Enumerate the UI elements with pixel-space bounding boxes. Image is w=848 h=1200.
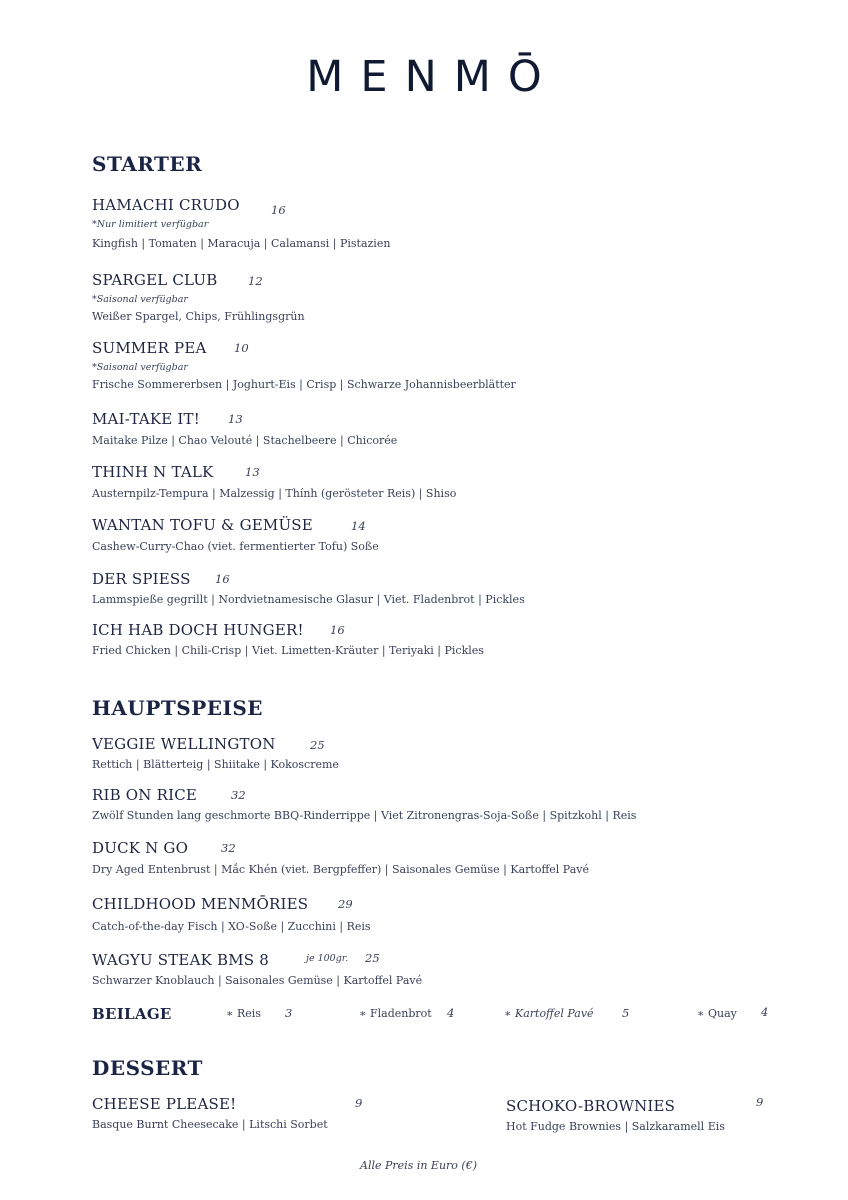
dish-price: 25 [365, 951, 380, 965]
dish-name: SUMMER PEA [92, 339, 207, 357]
side-item-name: Kartoffel Pavé [514, 1007, 594, 1020]
dish-name: SPARGEL CLUB [92, 271, 218, 289]
dish-description: Dry Aged Entenbrust | Mắc Khén (viet. Bergpfeffer) | Saisonales Gemüse | Kartoffel Pavé [92, 863, 589, 876]
dish-name: WANTAN TOFU & GEMÜSE [92, 516, 313, 534]
dish-price: 9 [355, 1096, 363, 1110]
dish-description: Basque Burnt Cheesecake | Litschi Sorbet [92, 1118, 328, 1131]
dish-price: 12 [248, 274, 263, 288]
dish-name: MAI-TAKE IT! [92, 410, 200, 428]
dish-description: Cashew-Curry-Chao (viet. fermentierter Tofu) Soße [92, 540, 379, 553]
dish-description: Hot Fudge Brownies | Salzkaramell Eis [506, 1120, 725, 1133]
dish-description: Kingfish | Tomaten | Maracuja | Calamansi | Pistazien [92, 237, 391, 250]
dish-availability-note: *Nur limitiert verfügbar [92, 219, 209, 230]
side-item-price: 4 [761, 1005, 769, 1019]
section-title-sides: BEILAGE [92, 1005, 172, 1023]
side-item-name: Reis [236, 1007, 261, 1020]
dish-name: SCHOKO-BROWNIES [506, 1097, 676, 1115]
currency-footnote: Alle Preis in Euro (€) [360, 1159, 477, 1172]
bullet-icon: ∗ [697, 1007, 705, 1020]
side-item-price: 4 [447, 1006, 455, 1020]
dish-description: Schwarzer Knoblauch | Saisonales Gemüse | Kartoffel Pavé [92, 974, 423, 987]
dish-name: DUCK N GO [92, 839, 189, 857]
dish-name: VEGGIE WELLINGTON [92, 735, 276, 753]
dish-name: DER SPIESS [92, 570, 191, 588]
brand-logo: MENMŌ [306, 52, 559, 102]
dish-availability-note: *Saisonal verfügbar [92, 362, 188, 373]
section-title-starter: STARTER [92, 152, 203, 176]
dish-description: Austernpilz-Tempura | Malzessig | Thính (gerösteter Reis) | Shiso [92, 487, 457, 500]
dish-price: 10 [234, 341, 249, 355]
dish-price: 32 [221, 841, 236, 855]
side-item [697, 1007, 737, 1020]
dish-price: 16 [215, 572, 230, 586]
dish-description: Frische Sommererbsen | Joghurt-Eis | Crisp | Schwarze Johannisbeerblätter [92, 378, 516, 391]
section-title-main: HAUPTSPEISE [92, 696, 264, 720]
dish-price: 13 [228, 412, 243, 426]
dish-name: WAGYU STEAK BMS 8 [92, 951, 269, 969]
dish-description: Maitake Pilze | Chao Velouté | Stachelbeere | Chicorée [92, 434, 398, 447]
side-item-name: Quay [707, 1007, 737, 1020]
side-item [504, 1007, 594, 1020]
section-title-dessert: DESSERT [92, 1056, 203, 1080]
side-item [226, 1007, 261, 1020]
dish-name: CHILDHOOD MENMŌRIES [92, 895, 309, 913]
dish-name: THINH N TALK [92, 463, 214, 481]
side-item [359, 1007, 432, 1020]
dish-availability-note: *Saisonal verfügbar [92, 294, 188, 305]
dish-name: CHEESE PLEASE! [92, 1095, 237, 1113]
side-item-name: Fladenbrot [369, 1007, 432, 1020]
dish-price: 16 [271, 203, 286, 217]
dish-description: Lammspieße gegrillt | Nordvietnamesische Glasur | Viet. Fladenbrot | Pickles [92, 593, 525, 606]
dish-price: 13 [245, 465, 260, 479]
dish-price: 25 [310, 738, 325, 752]
dish-unit: je 100gr. [306, 953, 349, 964]
dish-description: Fried Chicken | Chili-Crisp | Viet. Limetten-Kräuter | Teriyaki | Pickles [92, 644, 484, 657]
side-item-price: 3 [285, 1006, 293, 1020]
dish-name: HAMACHI CRUDO [92, 196, 240, 214]
bullet-icon: ∗ [504, 1007, 512, 1020]
dish-price: 14 [351, 519, 366, 533]
dish-description: Zwölf Stunden lang geschmorte BBQ-Rinderrippe | Viet Zitronengras-Soja-Soße | Spitzkohl | Reis [92, 809, 637, 822]
bullet-icon: ∗ [359, 1007, 367, 1020]
bullet-icon: ∗ [226, 1007, 234, 1020]
dish-price: 9 [756, 1095, 764, 1109]
side-item-price: 5 [622, 1006, 630, 1020]
dish-name: RIB ON RICE [92, 786, 198, 804]
dish-description: Weißer Spargel, Chips, Frühlingsgrün [92, 310, 305, 323]
dish-description: Catch-of-the-day Fisch | XO-Soße | Zucchini | Reis [92, 920, 371, 933]
dish-price: 16 [330, 623, 345, 637]
dish-price: 29 [338, 897, 353, 911]
dish-price: 32 [231, 788, 246, 802]
dish-name: ICH HAB DOCH HUNGER! [92, 621, 304, 639]
dish-description: Rettich | Blätterteig | Shiitake | Kokoscreme [92, 758, 339, 771]
